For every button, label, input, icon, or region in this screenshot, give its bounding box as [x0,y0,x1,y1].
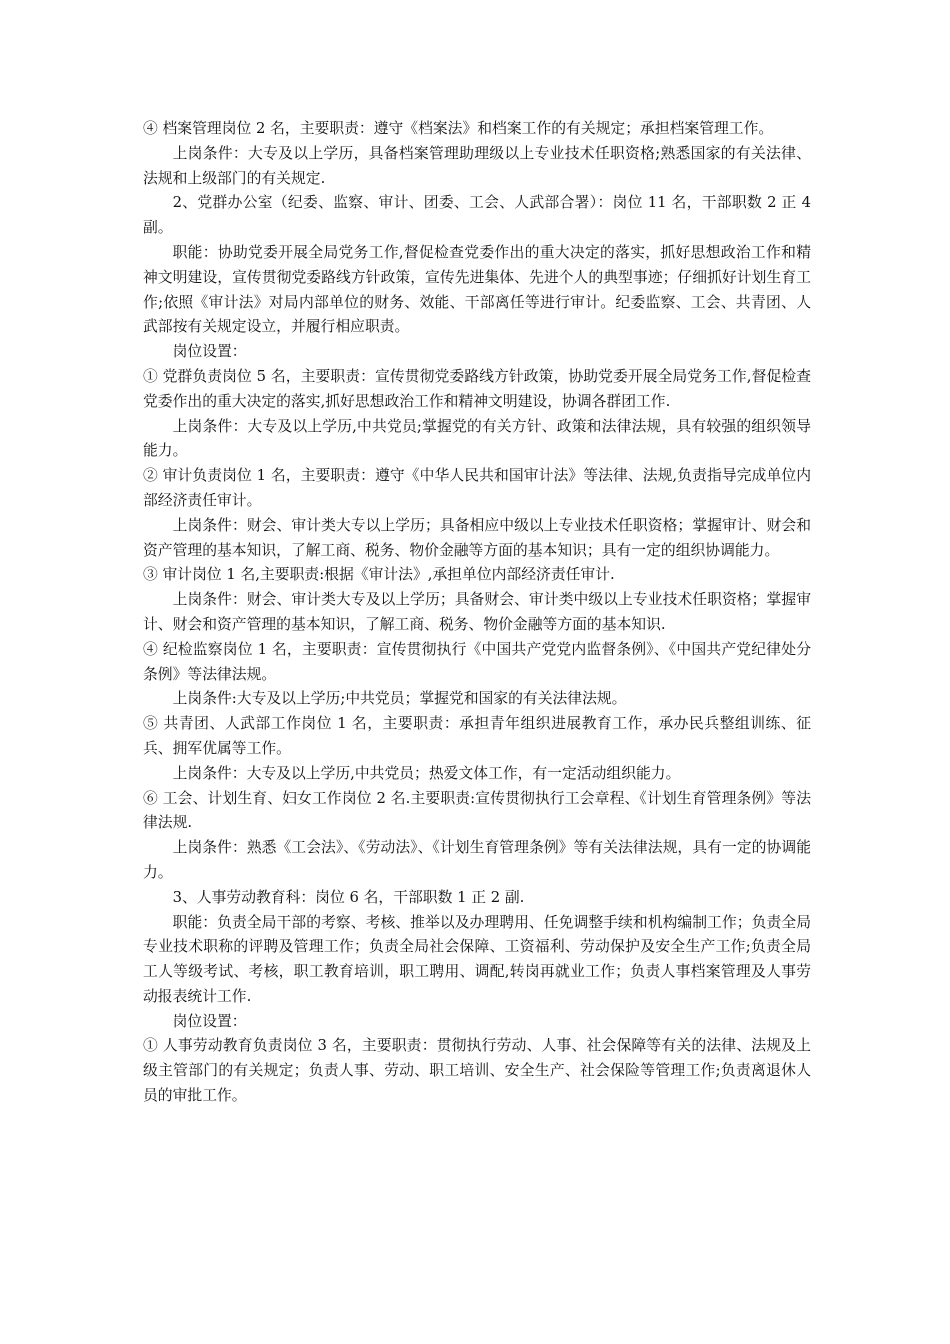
document-paragraph: 上岗条件：大专及以上学历,中共党员;掌握党的有关方针、政策和法律法规，具有较强的组织领导能力。 [143,417,811,460]
document-paragraph: ⑥ 工会、计划生育、妇女工作岗位 2 名.主要职责:宣传贯彻执行工会章程、《计划生育管理条例》等法律法规. [143,789,811,832]
document-paragraph: ① 人事劳动教育负责岗位 3 名，主要职责：贯彻执行劳动、人事、社会保障等有关的法律、法规及上级主管部门的有关规定；负责人事、劳动、职工培训、安全生产、社会保险等管理工作;负责离退休人员的审批工作。 [143,1037,811,1105]
document-paragraph: 上岗条件:大专及以上学历;中共党员；掌握党和国家的有关法律法规。 [172,690,627,708]
document-paragraph: ⑤ 共青团、人武部工作岗位 1 名，主要职责：承担青年组织进展教育工作，承办民兵整组训练、征兵、拥军优属等工作。 [143,715,811,757]
document-paragraph: ② 审计负责岗位 1 名，主要职责：遵守《中华人民共和国审计法》等法律、法规,负责指导完成单位内部经济责任审计。 [143,467,811,509]
document-paragraph: 职能：协助党委开展全局党务工作,督促检查党委作出的重大决定的落实，抓好思想政治工作和精神文明建设，宣传贯彻党委路线方针政策，宣传先进集体、先进个人的典型事迹；仔细抓好计划生育工作;依照《审计法》对局内部单位的财务、效能、干部离任等进行审计。纪委监察、工会、共青团、人武部按有关规定设立，并履行相应职责。 [143,243,811,336]
document-paragraph: 岗位设置： [172,343,247,361]
document-paragraph: ④ 纪检监察岗位 1 名，主要职责：宣传贯彻执行《中国共产党党内监督条例》、《中国共产党纪律处分条例》等法律法规。 [143,640,811,683]
document-paragraph: 上岗条件：熟悉《工会法》、《劳动法》、《计划生育管理条例》等有关法律法规，具有一定的协调能力。 [143,839,811,881]
document-body [143,117,811,1109]
document-paragraph: 2、党群办公室（纪委、监察、审计、团委、工会、人武部合署）：岗位 11 名，干部职数 2 正 4 副。 [143,194,811,237]
document-paragraph: ③ 审计岗位 1 名,主要职责:根据《审计法》,承担单位内部经济责任审计. [143,566,615,584]
document-paragraph: 职能：负责全局干部的考察、考核、推举以及办理聘用、任免调整手续和机构编制工作；负责全局专业技术职称的评聘及管理工作；负责全局社会保障、工资福利、劳动保护及安全生产工作;负责全局工人等级考试、考核，职工教育培训，职工聘用、调配,转岗再就业工作；负责人事档案管理及人事劳动报表统计工作. [143,913,811,1005]
document-paragraph: 上岗条件：大专及以上学历,中共党员；热爱文体工作，有一定活动组织能力。 [172,764,681,782]
document-paragraph: 岗位设置： [172,1012,247,1030]
document-paragraph: 上岗条件：财会、审计类大专以上学历；具备相应中级以上专业技术任职资格；掌握审计、财会和资产管理的基本知识，了解工商、税务、物价金融等方面的基本知识；具有一定的组织协调能力。 [143,516,811,559]
document-paragraph: 上岗条件：大专及以上学历，具备档案管理助理级以上专业技术任职资格;熟悉国家的有关法律、法规和上级部门的有关规定. [143,144,811,187]
document-paragraph: ④ 档案管理岗位 2 名，主要职责：遵守《档案法》和档案工作的有关规定；承担档案管理工作。 [143,120,774,137]
document-paragraph: ① 党群负责岗位 5 名，主要职责：宣传贯彻党委路线方针政策，协助党委开展全局党务工作,督促检查党委作出的重大决定的落实,抓好思想政治工作和精神文明建设，协调各群团工作. [143,367,811,410]
document-paragraph: 3、人事劳动教育科：岗位 6 名，干部职数 1 正 2 副. [172,888,525,906]
document-paragraph: 上岗条件：财会、审计类大专及以上学历；具备财会、审计类中级以上专业技术任职资格；掌握审计、财会和资产管理的基本知识，了解工商、税务、物价金融等方面的基本知识. [143,591,811,633]
